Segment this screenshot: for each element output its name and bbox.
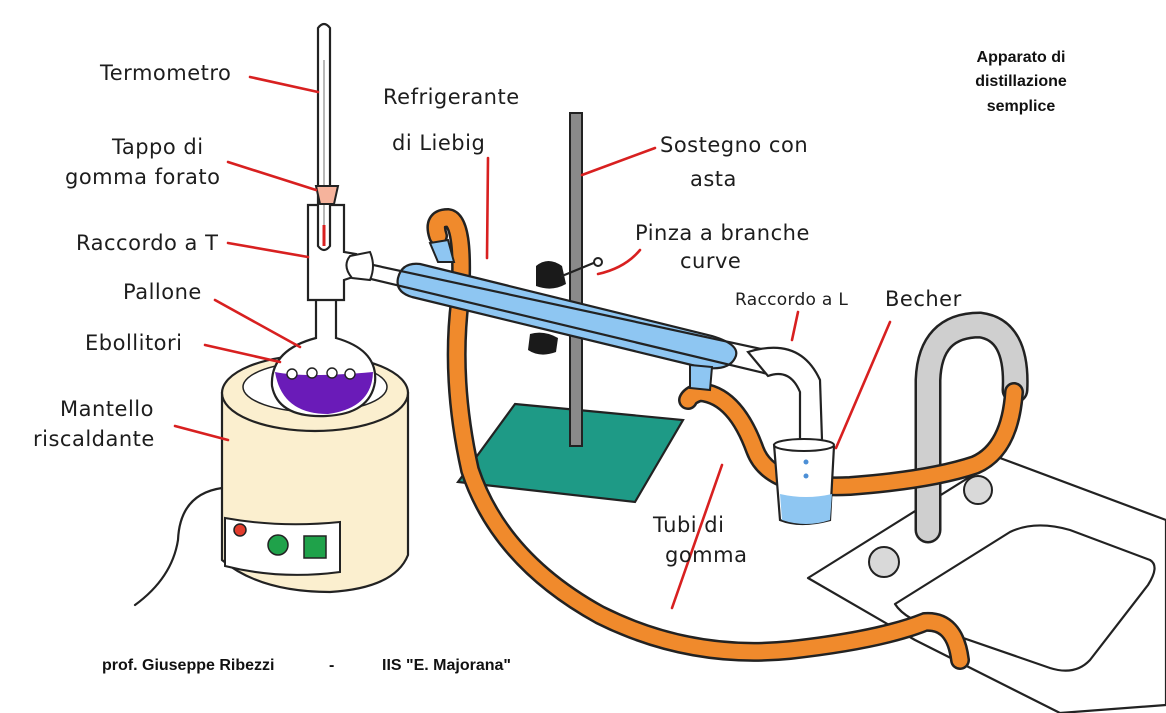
label-refrigerante-1: Refrigerante bbox=[383, 85, 520, 109]
boiling-chip-4 bbox=[345, 369, 355, 379]
footer-separator: - bbox=[329, 657, 335, 674]
sink-hole-right bbox=[964, 476, 992, 504]
label-tappo-1: Tappo di bbox=[112, 135, 204, 159]
sink-hole-left bbox=[869, 547, 899, 577]
footer-author: prof. Giuseppe Ribezzi bbox=[102, 657, 275, 674]
label-termometro: Termometro bbox=[100, 61, 232, 85]
title-line-1: Apparato di bbox=[976, 49, 1066, 66]
mantle-switch bbox=[304, 536, 326, 558]
label-pallone: Pallone bbox=[123, 280, 202, 304]
clamp-jaw-bottom bbox=[528, 333, 558, 355]
label-mantello-2: riscaldante bbox=[33, 427, 155, 451]
label-sostegno-2: asta bbox=[690, 167, 737, 191]
stand-rod bbox=[570, 113, 582, 446]
clamp-jaw-top bbox=[536, 261, 566, 289]
label-becher: Becher bbox=[885, 287, 962, 311]
label-pinza-2: curve bbox=[680, 249, 742, 273]
round-flask bbox=[272, 298, 375, 416]
boiling-chip-3 bbox=[327, 368, 337, 378]
title-line-3: semplice bbox=[986, 98, 1056, 115]
boiling-chip-2 bbox=[307, 368, 317, 378]
footer-school: IIS "E. Majorana" bbox=[382, 657, 511, 674]
sink bbox=[808, 458, 1166, 713]
label-raccordo-t: Raccordo a T bbox=[76, 231, 219, 255]
label-tubi-1: Tubi di bbox=[653, 513, 725, 537]
label-sostegno-1: Sostegno con bbox=[660, 133, 809, 157]
mantle-green-knob bbox=[268, 535, 288, 555]
label-pinza-1: Pinza a branche bbox=[635, 221, 810, 245]
thermometer bbox=[318, 24, 330, 250]
boiling-chip-1 bbox=[287, 369, 297, 379]
label-ebollitori: Ebollitori bbox=[85, 331, 183, 355]
label-refrigerante-2: di Liebig bbox=[392, 131, 486, 155]
rubber-stopper bbox=[316, 186, 338, 204]
title-line-2: distillazione bbox=[975, 73, 1067, 90]
l-connector bbox=[748, 348, 822, 440]
label-tubi-2: gomma bbox=[665, 543, 748, 567]
label-tappo-2: gomma forato bbox=[65, 165, 221, 189]
label-mantello-1: Mantello bbox=[60, 397, 154, 421]
label-raccordo-l: Raccordo a L bbox=[735, 290, 849, 310]
beaker bbox=[774, 439, 834, 524]
mantle-red-light bbox=[234, 524, 246, 536]
